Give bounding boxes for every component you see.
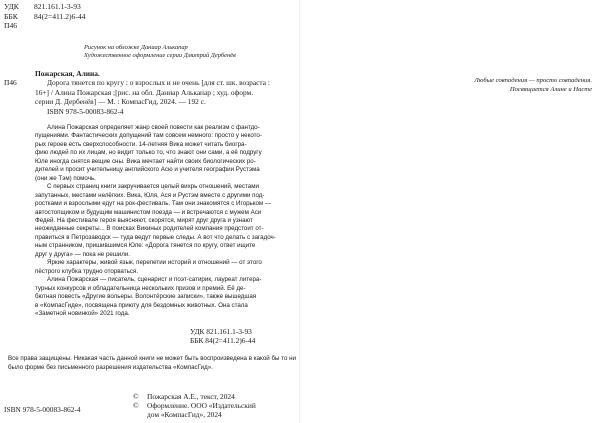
annotation: [35, 124, 297, 318]
annotation-line: Юле иногда снятся вещие сны. Вика мечтает найти своих биологических ро-: [35, 157, 256, 165]
annotation-line: дителей и просит учительницу английского Асю и учителя географии Рустэма: [35, 166, 260, 174]
cip-author-mark: П46: [4, 78, 17, 87]
copyright-design-cont: дом «КомпасГид», 2024: [147, 410, 222, 420]
annotation-line: (они же Тэм) помочь.: [35, 174, 96, 182]
series-design-credit: Художественное оформление серии Дмитрий Дербенёв: [84, 52, 236, 60]
epigraph: [436, 77, 592, 94]
annotation-line: запутанных, местами нелёгких. Вика, Юля, Ася и Рустэм вместе с другими под-: [35, 191, 265, 199]
annotation-line: бютная повесть «Другие вольеры. Волонтёрские записки», также вышедшая: [35, 293, 257, 301]
isbn-number: ISBN 978-5-00083-862-4: [4, 405, 81, 414]
annotation-line: ным странником, пришившимся Юле: «Дорога тянется по кругу, ответ ищите: [35, 242, 256, 250]
annotation-line: турных конкурсов и обладательница нескольких призов и премий. Её де-: [35, 284, 246, 292]
annotation-paragraph: [35, 259, 297, 276]
annotation-line: Яркие характеры, живой язык, перепетии историй и отношений — от этого: [47, 259, 262, 267]
classification-codes: [4, 2, 85, 31]
author-mark: П46: [4, 21, 18, 31]
right-page: [300, 0, 600, 423]
annotation-line: ростками и взрослыми едут на рок-фестиваль. Там они знакомятся с Игорьком —: [35, 200, 272, 208]
annotation-line: «Заметной новинкой» 2021 года.: [35, 309, 130, 317]
annotation-paragraph: [35, 124, 297, 183]
annotation-paragraph: [35, 276, 297, 318]
annotation-line: фию людей по их лицам, но видит только то, что знают они сами, а её подругу: [35, 149, 262, 157]
copyright-block: [133, 392, 256, 420]
dedication-line: Посвящается Алине и Насте: [509, 85, 592, 93]
classification-codes-repeat: [190, 327, 255, 346]
cip-author-heading: Пожарская, Алина.: [35, 69, 100, 78]
bbk-code: ББК 84(2=411.2)6-44: [4, 11, 86, 21]
annotation-line: Алина Пожарская определяет жанр своей повести как реализм с фантдо-: [47, 124, 260, 131]
annotation-line: рых героев есть сверхспособности. 14-летняя Вика может читать биогра-: [35, 140, 247, 148]
cover-art-credit: Рисунок на обложке Даниар Алькапар: [84, 44, 188, 51]
annotation-line: пёстрого клубка трудно оторваться.: [35, 267, 138, 275]
annotation-line: правиться в Петрозаводск — туда ведут первые следы. А вот что делать с загадоч-: [35, 233, 276, 241]
cataloging-record: [35, 69, 297, 116]
copyright-design: © Оформление. ООО «Издательский: [133, 401, 256, 411]
annotation-line: Алина Пожарская — писатель, сценарист и поэт-сатирик, лауреат литера-: [47, 276, 262, 284]
rights-notice: Все права защищены. Никакая часть данной книги не может быть воспроизведена в какой бы то ни было форме без письменного разрешения издательства «КомпасГид».: [8, 355, 296, 371]
artwork-credits: [84, 44, 236, 61]
annotation-line: неожиданные секреты... В поисках Викиных родителей компания предстоит от-: [35, 225, 264, 233]
annotation-line: в «КомпасГиде», посвящена приюту для бездомных животных. Она стала: [35, 301, 248, 309]
cip-isbn: ISBN 978-5-00083-862-4: [47, 106, 124, 116]
bbk-code: ББК 84(2=411.2)6-44: [190, 336, 256, 346]
annotation-line: автостопщиком и будущим машинистом поезда — и встречаются с мужем Аси: [35, 208, 262, 216]
copyright-icon: ©: [133, 392, 139, 401]
copyright-icon: ©: [133, 401, 139, 411]
copyright-text: © Пожарская А.Е., текст, 2024: [133, 392, 235, 401]
cip-line: серии Д. Дербенёв] — М. : КомпасГид, 2024. — 192 с.: [35, 97, 206, 107]
udk-code: УДК 821.161.1-3-93: [4, 2, 81, 11]
annotation-paragraph: [35, 183, 297, 259]
epigraph-line: Любые совпадения — просто совпадения.: [474, 77, 592, 84]
annotation-line: друг у друга» — пока не решили.: [35, 250, 131, 258]
annotation-line: пущениями. Фантастических допущений там совсем немного: просто у некото-: [35, 132, 262, 140]
annotation-line: С первых страниц книги закручивается целый вихрь отношений, местами: [47, 183, 259, 191]
cip-line: 16+] / Алина Пожарская ;[рис. на обл. Даниар Алькапар ; худ. оформ.: [35, 87, 254, 97]
udk-code: УДК 821.161.1-3-93: [190, 327, 252, 336]
annotation-line: Федей. На фестивале героя выясняют, скорятся, мирят друг друга и узнают: [35, 216, 253, 224]
cip-line: Дорога тянется по кругу : о взрослых и не очень [для ст. шк. возраста :: [47, 78, 270, 88]
